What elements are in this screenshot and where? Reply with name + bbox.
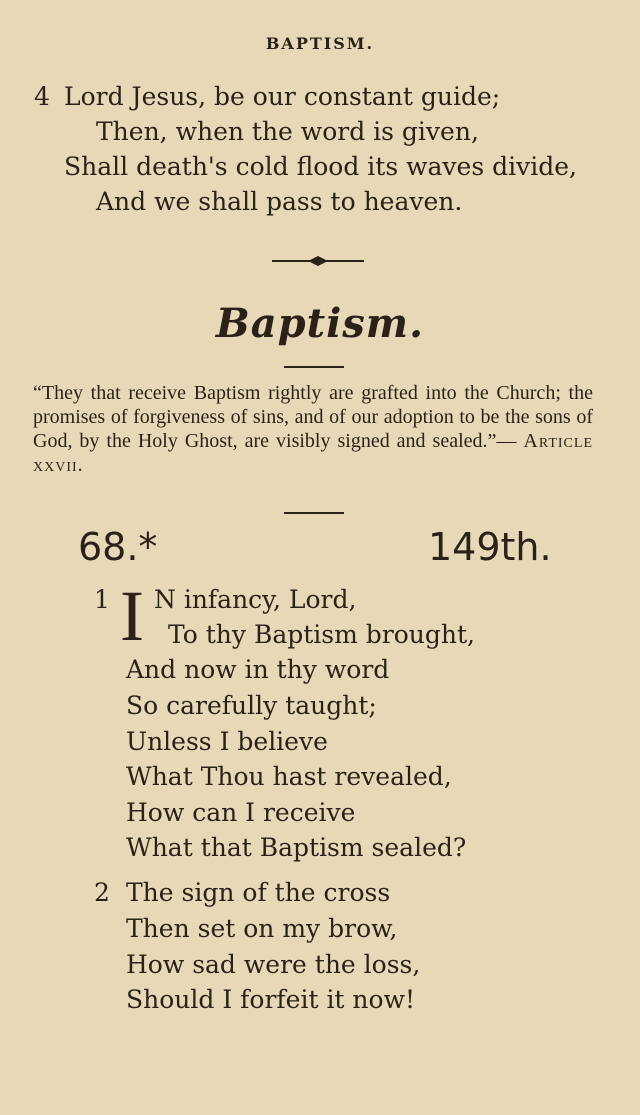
epigraph-attribution: Article xxvii.: [33, 430, 594, 476]
verse-line: Then, when the word is given,: [96, 117, 479, 146]
verse-line: What Thou hast revealed,: [126, 762, 452, 791]
verse-line: Shall death's cold flood its waves divide,: [64, 152, 577, 181]
tune-reference: 149th.: [428, 525, 552, 569]
title-rule: [284, 366, 344, 368]
verse-line: What that Baptism sealed?: [126, 833, 467, 862]
stanza-number: 4: [34, 82, 50, 111]
verse-line: N infancy, Lord,: [154, 585, 357, 614]
ornament-divider: [272, 254, 364, 268]
stanza-number: 1: [94, 585, 110, 614]
verse-line: Unless I believe: [126, 727, 328, 756]
verse-line: How sad were the loss,: [126, 950, 421, 979]
verse-line: And now in thy word: [126, 655, 390, 684]
epigraph: [33, 381, 593, 477]
verse-line: And we shall pass to heaven.: [96, 187, 463, 216]
verse-line: How can I receive: [126, 798, 356, 827]
epigraph-text: “They that receive Baptism rightly are grafted into the Church; the promises of forgiveness of sins, and of our adoption to be the sons of God, by the Holy Ghost, are visibly signed and sealed.”—: [33, 382, 593, 452]
verse-line: Lord Jesus, be our constant guide;: [64, 82, 501, 111]
running-head: BAPTISM.: [265, 34, 375, 53]
verse-line: To thy Baptism brought,: [168, 620, 475, 649]
verse-line: Then set on my brow,: [126, 914, 398, 943]
drop-cap: I: [120, 576, 144, 656]
verse-line: The sign of the cross: [126, 878, 391, 907]
verse-line: Should I forfeit it now!: [126, 985, 416, 1014]
epigraph-rule: [284, 512, 344, 514]
stanza-number: 2: [94, 878, 110, 907]
section-title: Baptism.: [215, 300, 425, 347]
hymn-number: 68.*: [78, 525, 158, 569]
verse-line: So carefully taught;: [126, 691, 377, 720]
